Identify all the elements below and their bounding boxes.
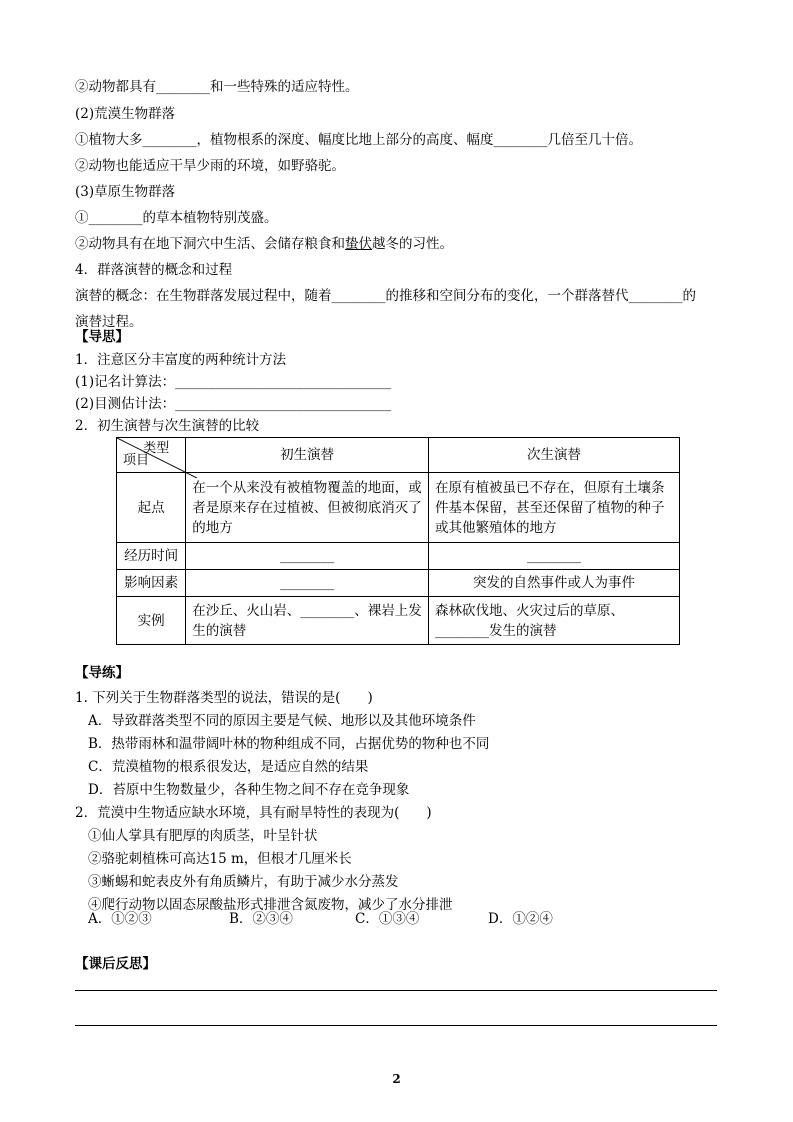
hibernation-term: 蛰伏	[345, 236, 372, 252]
row-label: 起点	[117, 473, 186, 543]
table-header-row	[117, 438, 680, 473]
animal-adaptation-line: ②动物都具有________和一些特殊的适应特性。	[75, 79, 359, 95]
daolian-q1: 1. 下列关于生物群落类型的说法，错误的是( )	[75, 690, 373, 706]
daosi-heading: 【导思】	[75, 329, 129, 345]
table-row	[117, 543, 680, 570]
q1-option-c: C．荒漠植物的根系很发达，是适应自然的结果	[88, 759, 369, 775]
corner-item-label: 项目	[123, 453, 150, 468]
grassland-community-title: (3)草原生物群落	[75, 184, 176, 200]
q2-item-2: ②骆驼刺植株可高达15 m，但根才几厘米长	[88, 851, 352, 867]
q1-option-d: D．苔原中生物数量少，各种生物之间不存在竞争现象	[88, 782, 410, 798]
grassland-plant-line: ①________的草本植物特别茂盛。	[75, 210, 278, 226]
q2-item-4: ④爬行动物以固态尿酸盐形式排泄含氮废物，减少了水分排泄	[88, 897, 453, 913]
desert-community-title: (2)荒漠生物群落	[75, 106, 176, 122]
table-corner-cell	[117, 438, 186, 473]
page-number: 2	[392, 1072, 401, 1086]
grassland-animal-line	[75, 234, 453, 254]
desert-animal-line: ②动物也能适应干旱少雨的环境，如野骆驼。	[75, 158, 345, 174]
table-row	[117, 597, 680, 645]
grassland-animal-text-a: ②动物具有在地下洞穴中生活、会储存粮食和	[75, 236, 345, 252]
q2-option-c: C．①③④	[355, 911, 420, 927]
primary-cell: 在沙丘、火山岩、________、裸岩上发生的演替	[186, 597, 429, 645]
corner-type-label: 类型	[143, 441, 170, 456]
reflection-line-1	[75, 990, 717, 991]
daolian-q2: 2．荒漠中生物适应缺水环境，具有耐旱特性的表现为( )	[75, 805, 432, 821]
succession-definition-line2: 演替过程。	[75, 314, 143, 330]
table-row	[117, 473, 680, 543]
row-label: 经历时间	[117, 543, 186, 570]
succession-title: 4．群落演替的概念和过程	[75, 262, 233, 278]
daosi-q1-b: (2)目测估计法：________________________________	[75, 396, 392, 412]
secondary-cell: 在原有植被虽已不存在，但原有土壤条件基本保留，甚至还保留了植物的种子或其他繁殖体的地方	[428, 473, 679, 543]
secondary-cell: 突发的自然事件或人为事件	[428, 570, 679, 597]
row-label: 实例	[117, 597, 186, 645]
secondary-cell: ________	[428, 543, 679, 570]
q2-option-d: D．①②④	[488, 911, 553, 927]
primary-cell: 在一个从来没有被植物覆盖的地面，或者是原来存在过植被、但被彻底消灭了的地方	[186, 473, 429, 543]
secondary-cell: 森林砍伐地、火灾过后的草原、________发生的演替	[428, 597, 679, 645]
daosi-q1: 1．注意区分丰富度的两种统计方法	[75, 352, 287, 368]
table-row	[117, 570, 680, 597]
q2-option-b: B．②③④	[229, 911, 293, 927]
q1-option-b: B．热带雨林和温带阔叶林的物种组成不同，占据优势的物种也不同	[88, 736, 490, 752]
primary-cell: ________	[186, 543, 429, 570]
row-label: 影响因素	[117, 570, 186, 597]
q2-option-a: A．①②③	[88, 911, 152, 927]
reflection-line-2	[75, 1025, 717, 1026]
daosi-q1-a: (1)记名计算法：________________________________	[75, 374, 392, 390]
primary-cell: ________	[186, 570, 429, 597]
succession-definition-line1: 演替的概念：在生物群落发展过程中，随着________的推移和空间分布的变化，一个群落替代________的	[75, 288, 696, 304]
primary-succession-header: 初生演替	[186, 438, 429, 473]
daolian-heading: 【导练】	[75, 665, 129, 681]
desert-plant-line: ①植物大多________，植物根系的深度、幅度比地上部分的高度、幅度________几倍至几十倍。	[75, 132, 642, 148]
grassland-animal-text-b: 越冬的习性。	[372, 236, 453, 252]
reflection-heading: 【课后反思】	[75, 956, 156, 972]
q2-item-3: ③蜥蜴和蛇表皮外有角质鳞片，有助于减少水分蒸发	[88, 874, 399, 890]
q2-item-1: ①仙人掌具有肥厚的肉质茎，叶呈针状	[88, 828, 318, 844]
daosi-q2: 2．初生演替与次生演替的比较	[75, 418, 260, 434]
succession-comparison-table	[116, 437, 680, 645]
q1-option-a: A．导致群落类型不同的原因主要是气候、地形以及其他环境条件	[88, 713, 476, 729]
secondary-succession-header: 次生演替	[428, 438, 679, 473]
